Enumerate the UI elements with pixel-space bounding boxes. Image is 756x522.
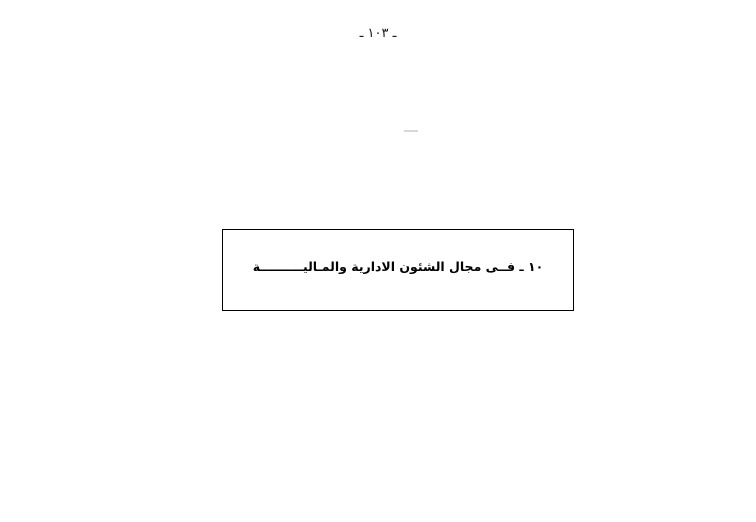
stray-mark [404, 130, 418, 132]
section-heading-text: ١٠ ـ فــى مجال الشئون الادارية والمـاليــــــــــة [252, 259, 544, 274]
page-number: ـ ١٠٣ ـ [359, 26, 397, 41]
section-heading-content [223, 256, 573, 275]
section-heading-box [222, 229, 574, 311]
